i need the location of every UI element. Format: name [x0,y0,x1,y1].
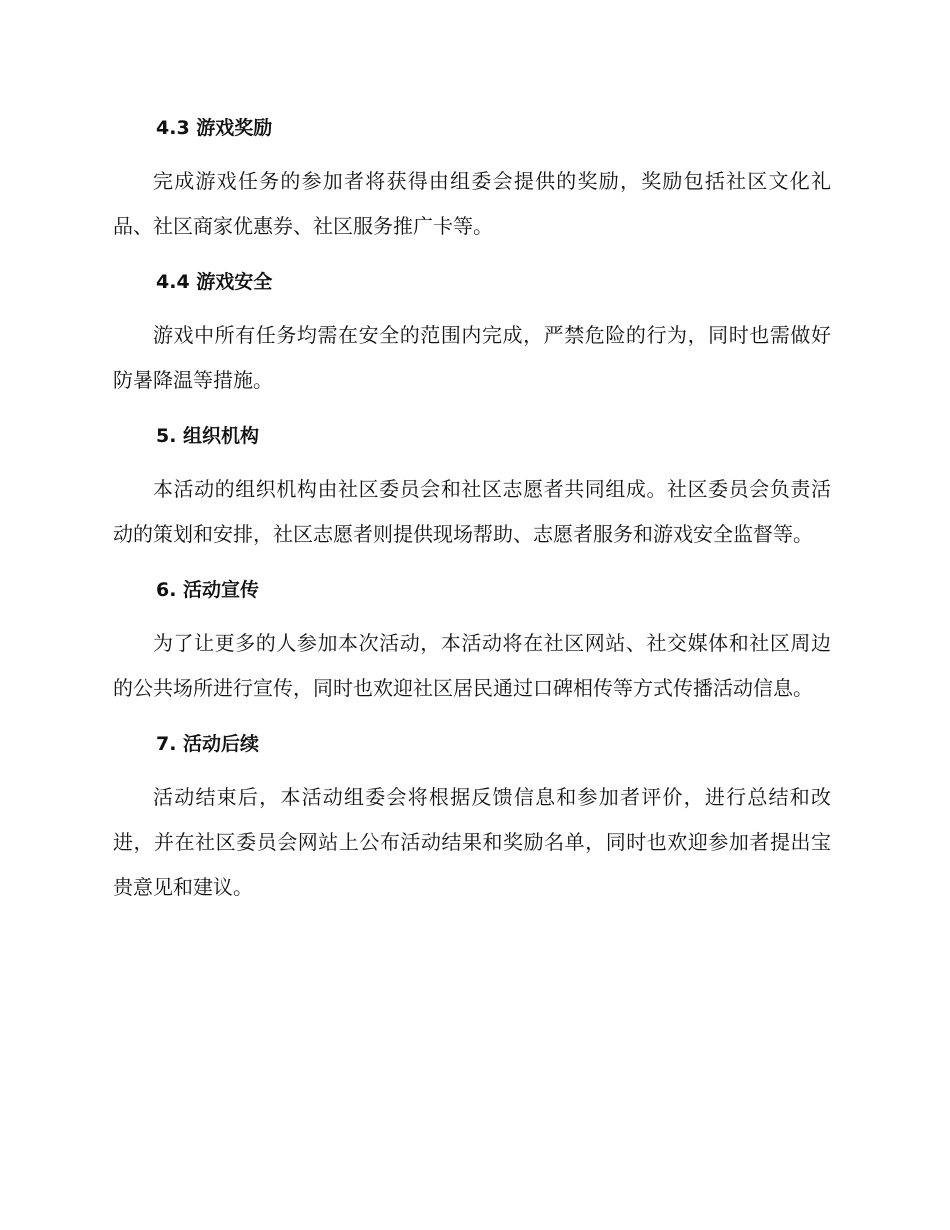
section-paragraph: 活动结束后，本活动组委会将根据反馈信息和参加者评价，进行总结和改进，并在社区委员会网站上公布活动结果和奖励名单，同时也欢迎参加者提出宝贵意见和建议。 [113,785,831,899]
section-heading: 6. 活动宣传 [156,579,260,601]
section-paragraph: 本活动的组织机构由社区委员会和社区志愿者共同组成。社区委员会负责活动的策划和安排，社区志愿者则提供现场帮助、志愿者服务和游戏安全监督等。 [113,477,831,546]
section-follow-up [113,724,831,910]
section-heading: 4.3 游戏奖励 [156,117,273,139]
section-heading: 4.4 游戏安全 [156,271,273,293]
document-body [113,108,831,923]
section-paragraph: 为了让更多的人参加本次活动，本活动将在社区网站、社交媒体和社区周边的公共场所进行宣传，同时也欢迎社区居民通过口碑相传等方式传播活动信息。 [113,631,831,700]
section-paragraph: 游戏中所有任务均需在安全的范围内完成，严禁危险的行为，同时也需做好防暑降温等措施。 [113,323,831,392]
section-organization [113,416,831,557]
section-game-rewards [113,108,831,249]
section-heading: 5. 组织机构 [156,425,260,447]
section-heading: 7. 活动后续 [156,733,260,755]
section-paragraph: 完成游戏任务的参加者将获得由组委会提供的奖励，奖励包括社区文化礼品、社区商家优惠券、社区服务推广卡等。 [113,169,831,238]
section-publicity [113,570,831,711]
section-game-safety [113,262,831,403]
